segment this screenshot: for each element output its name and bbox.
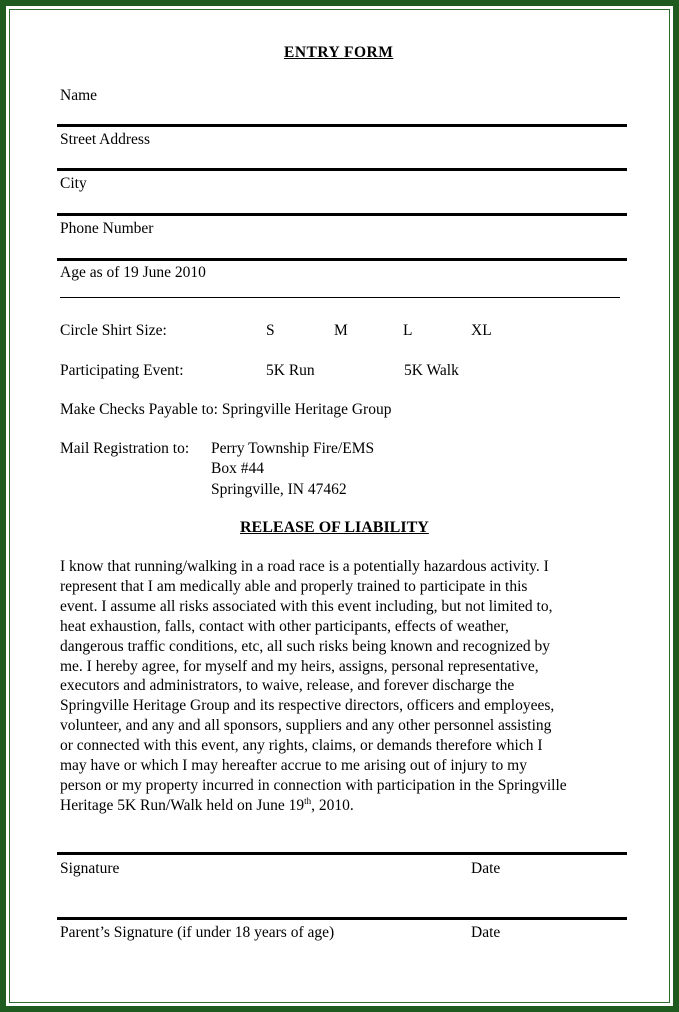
shirt-size-m[interactable]: M xyxy=(334,322,348,339)
release-body-text: I know that running/walking in a road race is a potentially hazardous activity. I represent that I am medically able and properly trained to participate in this event. I assume all risks associated with this event including, but not limited to, heat exhaustion, falls, contact with other participants, effects of weather, dangerous traffic conditions, etc, all such risks being known and recognized by me. I hereby agree, for myself and my heirs, assigns, personal representative, executors and administrators, to waive, release, and forever discharge the Springville Heritage Group and its respective directors, officers and employees, volunteer, and any and all sponsors, suppliers and any other personnel assisting or connected with this event, any rights, claims, or demands therefore which I may have or which I may hereafter accrue to me arising out of injury to my person or my property incurred in connection with participation in the Springville Heritage 5K Run/Walk held on June 19 xyxy=(60,558,567,814)
release-body-end: , 2010. xyxy=(311,796,354,814)
phone-number-label: Phone Number xyxy=(60,220,154,237)
shirt-size-l[interactable]: L xyxy=(403,322,413,339)
mail-address-line-2: Box #44 xyxy=(211,460,264,477)
age-line[interactable] xyxy=(60,297,620,298)
parent-date-label: Date xyxy=(471,924,501,941)
city-label: City xyxy=(60,175,87,192)
parent-signature-line[interactable] xyxy=(57,917,627,920)
shirt-size-s[interactable]: S xyxy=(266,322,275,339)
form-title: ENTRY FORM xyxy=(284,44,394,61)
checks-payable-text: Make Checks Payable to: Springville Heritage Group xyxy=(60,401,392,418)
event-5k-run[interactable]: 5K Run xyxy=(266,362,315,379)
mail-address-line-3: Springville, IN 47462 xyxy=(211,481,347,498)
phone-number-line[interactable] xyxy=(57,258,627,261)
mail-registration-label: Mail Registration to: xyxy=(60,440,190,457)
age-label: Age as of 19 June 2010 xyxy=(60,264,206,281)
release-date-suffix: th xyxy=(304,795,312,806)
release-body xyxy=(60,557,628,816)
shirt-size-xl[interactable]: XL xyxy=(471,322,492,339)
street-address-label: Street Address xyxy=(60,131,150,148)
parent-signature-label: Parent’s Signature (if under 18 years of age) xyxy=(60,924,335,941)
name-label: Name xyxy=(60,87,98,104)
signature-date-label: Date xyxy=(471,860,501,877)
street-address-line[interactable] xyxy=(57,168,627,171)
signature-label: Signature xyxy=(60,860,120,877)
name-line[interactable] xyxy=(57,124,627,127)
city-line[interactable] xyxy=(57,213,627,216)
shirt-size-label: Circle Shirt Size: xyxy=(60,322,167,339)
mail-address-line-1: Perry Township Fire/EMS xyxy=(211,440,375,457)
release-title: RELEASE OF LIABILITY xyxy=(240,519,429,536)
event-label: Participating Event: xyxy=(60,362,184,379)
event-5k-walk[interactable]: 5K Walk xyxy=(404,362,459,379)
signature-line[interactable] xyxy=(57,852,627,855)
